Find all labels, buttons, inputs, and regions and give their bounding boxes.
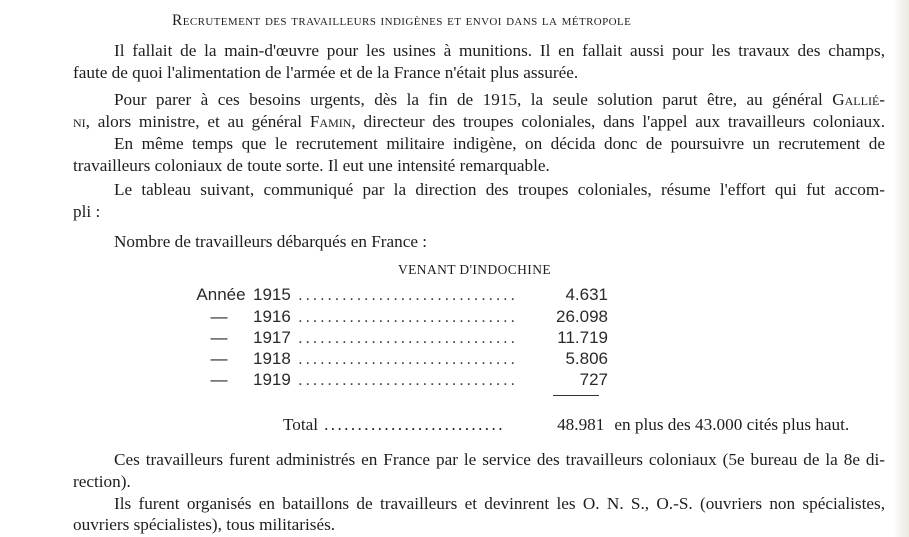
paragraph-line: Il fallait de la main-d'œuvre pour les usines à munitions. Il en fallait aussi pour les travaux des champs, — [114, 41, 885, 60]
dot-leader: ........................... — [324, 415, 505, 434]
dot-leader: .............................. — [298, 307, 518, 326]
table-row — [190, 349, 610, 369]
row-year: 1919 — [253, 370, 291, 389]
page-edge — [893, 0, 909, 537]
row-year: 1918 — [253, 349, 291, 368]
text-run: , directeur des troupes coloniales, dans l'appel aux travailleurs coloniaux. — [351, 112, 885, 131]
row-label: — — [210, 349, 228, 368]
table-row — [190, 307, 610, 327]
dot-leader: .............................. — [298, 349, 518, 368]
row-value: 11.719 — [557, 328, 608, 347]
section-title: Recrutement des travailleurs indigènes et envoi dans la métropole — [172, 12, 632, 29]
paragraph-line: travailleurs coloniaux de toute sorte. Il eut une intensité remarquable. — [73, 156, 550, 175]
row-label: Année — [196, 285, 246, 304]
row-label: — — [210, 307, 228, 326]
dot-leader: .............................. — [298, 370, 518, 389]
paragraph-line: Ces travailleurs furent administrés en France par le service des travailleurs coloniaux (5e bureau de la 8e di- — [114, 450, 885, 469]
row-value: 727 — [579, 370, 608, 389]
name-gallieni: Gallié- — [832, 90, 885, 109]
row-value: 4.631 — [565, 285, 608, 304]
name-gallieni-end: ni — [73, 112, 86, 131]
paragraph-line — [114, 90, 885, 110]
row-year: 1915 — [253, 285, 291, 304]
paragraph-line: rection). — [73, 472, 131, 491]
dot-leader: .............................. — [298, 285, 518, 304]
paragraph-line — [73, 112, 885, 132]
paragraph-line: En même temps que le recrutement militaire indigène, on décida donc de poursuivre un recrutement de — [114, 134, 885, 153]
row-year: 1917 — [253, 328, 291, 347]
table-intro: Nombre de travailleurs débarqués en France : — [114, 232, 428, 251]
paragraph-line: Ils furent organisés en bataillons de travailleurs et devinrent les O. N. S., O.-S. (ouvriers non spécialistes, — [114, 494, 885, 513]
text-run: Pour parer à ces besoins urgents, dès la fin de 1915, la seule solution parut être, au général — [114, 90, 833, 109]
paragraph-line: ouvriers spécialistes), tous militarisés. — [73, 515, 336, 534]
table-caption: VENANT D'INDOCHINE — [398, 262, 551, 277]
row-value: 5.806 — [565, 349, 608, 368]
paragraph-line: Le tableau suivant, communiqué par la direction des troupes coloniales, résume l'effort qui fut accom- — [114, 180, 885, 199]
row-year: 1916 — [253, 307, 291, 326]
sum-rule — [553, 395, 599, 396]
table-total-row — [283, 415, 849, 435]
paragraph-line: pli : — [73, 202, 101, 221]
table-row — [190, 370, 610, 390]
name-famin: Famin — [309, 112, 352, 131]
dot-leader: .............................. — [298, 328, 518, 347]
total-label: Total — [283, 415, 319, 434]
text-run: , alors ministre, et au général — [85, 112, 310, 131]
row-value: 26.098 — [556, 307, 608, 326]
table-row — [190, 328, 610, 348]
row-label: — — [210, 328, 228, 347]
total-value: 48.981 — [557, 415, 605, 434]
row-label: — — [210, 370, 228, 389]
paragraph-line: faute de quoi l'alimentation de l'armée et de la France n'était plus assurée. — [73, 63, 579, 82]
table-row — [190, 285, 610, 305]
total-note: en plus des 43.000 cités plus haut. — [614, 415, 850, 434]
